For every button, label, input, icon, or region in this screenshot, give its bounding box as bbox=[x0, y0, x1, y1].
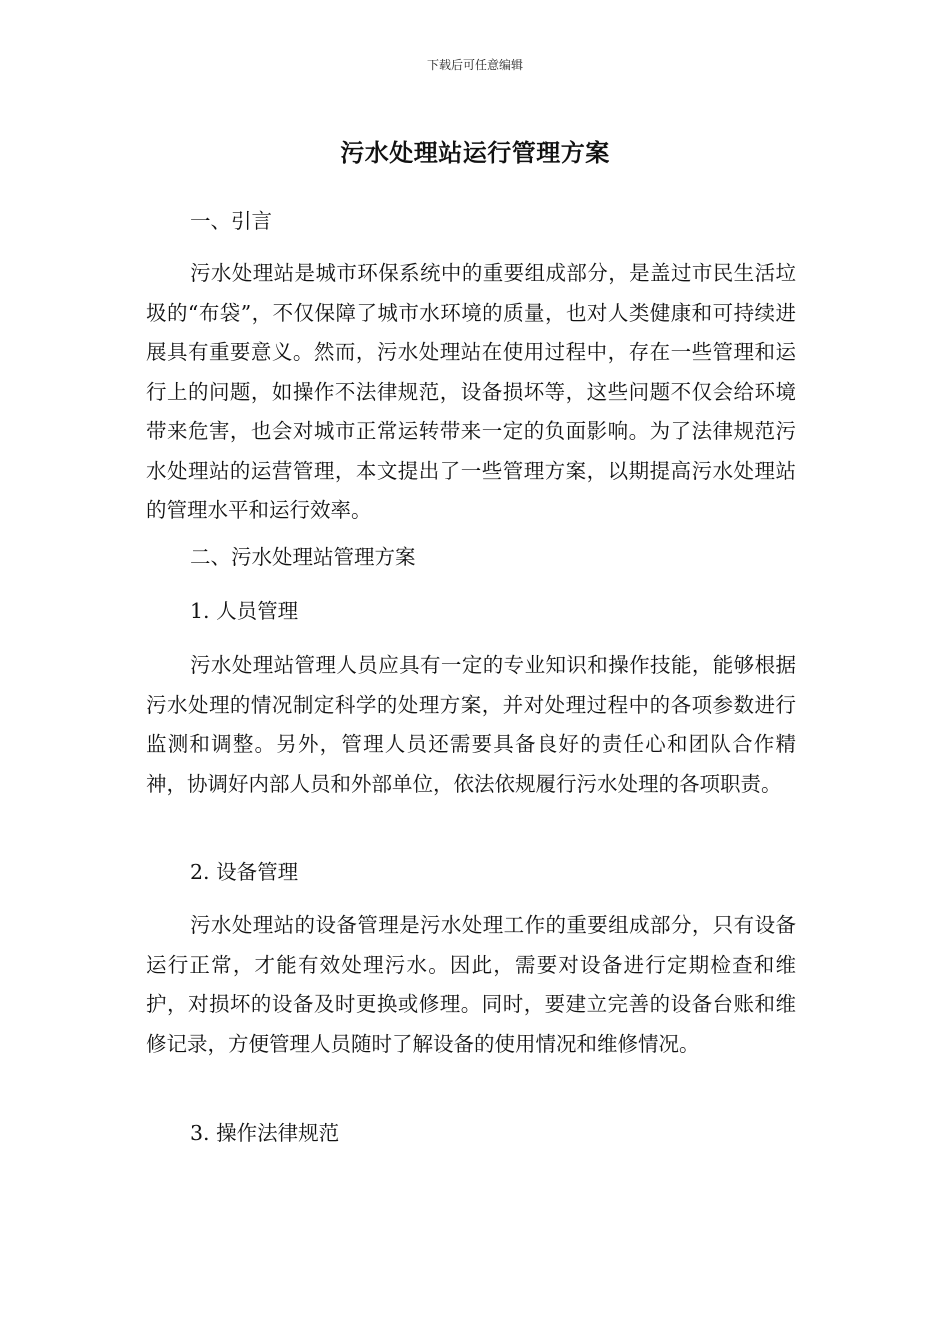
document-body bbox=[146, 646, 796, 804]
document-body bbox=[146, 906, 796, 1064]
paragraph-introduction: 污水处理站是城市环保系统中的重要组成部分，是盖过市民生活垃圾的“布袋”，不仅保障了城市水环境的质量，也对人类健康和可持续进展具有重要意义。然而，污水处理站在使用过程中，存在一些管理和运行上的问题，如操作不法律规范，设备损坏等，这些问题不仅会给环境带来危害，也会对城市正常运转带来一定的负面影响。为了法律规范污水处理站的运营管理，本文提出了一些管理方案，以期提高污水处理站的管理水平和运行效率。 bbox=[146, 261, 796, 522]
document-body bbox=[146, 254, 796, 531]
document-body bbox=[146, 202, 796, 242]
subsection-heading-personnel: 1. 人员管理 bbox=[190, 599, 299, 623]
document-title: 污水处理站运行管理方案 bbox=[340, 139, 610, 167]
paragraph-personnel: 污水处理站管理人员应具有一定的专业知识和操作技能，能够根据污水处理的情况制定科学的处理方案，并对处理过程中的各项参数进行监测和调整。另外，管理人员还需要具备良好的责任心和团队合作精神，协调好内部人员和外部单位，依法依规履行污水处理的各项职责。 bbox=[146, 653, 796, 796]
section-heading-introduction: 一、引言 bbox=[190, 209, 272, 233]
document-body bbox=[146, 592, 796, 632]
document-body bbox=[146, 538, 796, 578]
section-heading-management-plan: 二、污水处理站管理方案 bbox=[190, 545, 416, 569]
paragraph-equipment: 污水处理站的设备管理是污水处理工作的重要组成部分，只有设备运行正常，才能有效处理污水。因此，需要对设备进行定期检查和维护，对损坏的设备及时更换或修理。同时，要建立完善的设备台账和维修记录，方便管理人员随时了解设备的使用情况和维修情况。 bbox=[146, 913, 796, 1056]
document-body bbox=[146, 853, 796, 893]
page-header-note: 下载后可任意编辑 bbox=[426, 58, 523, 72]
subsection-heading-operation-standards: 3. 操作法律规范 bbox=[190, 1121, 340, 1145]
document-body bbox=[146, 1114, 796, 1154]
subsection-heading-equipment: 2. 设备管理 bbox=[190, 860, 299, 884]
